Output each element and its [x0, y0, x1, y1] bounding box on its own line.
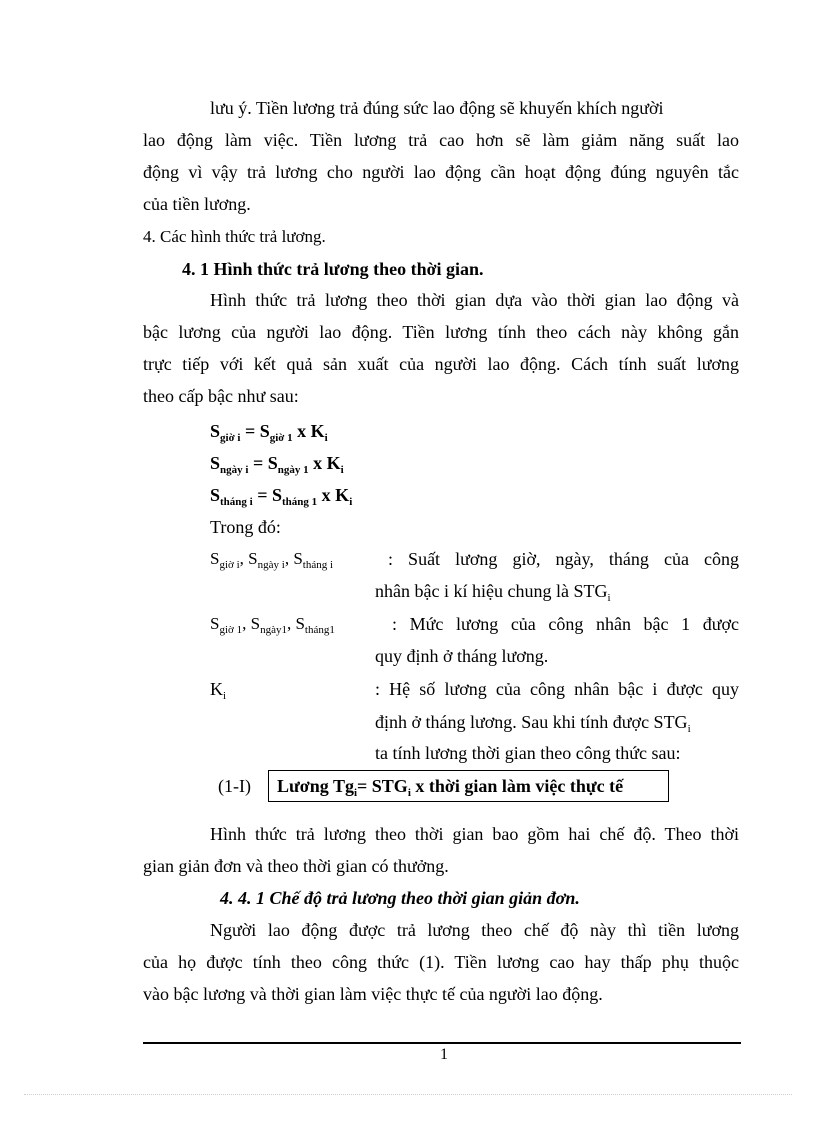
- page-boundary-divider: [24, 1094, 792, 1095]
- paragraph4-line2: của họ được tính theo công thức (1). Tiền lương cao hay thấp phụ thuộc: [143, 952, 739, 972]
- formula-monthly: $S_{tháng i} = S_{tháng 1}$ x $K_i$: [210, 485, 353, 508]
- paragraph1-line4: của tiền lương.: [143, 194, 251, 214]
- def3-line3: ta tính lương thời gian theo công thức sau:: [375, 743, 681, 763]
- def1-term: $S_{giờ i}$, $S_{ngày i}$, $S_{tháng i}$: [210, 549, 334, 571]
- paragraph3-line2: gian giản đơn và theo thời gian có thưởng.: [143, 856, 449, 876]
- paragraph4-line1: Người lao động được trả lương theo chế độ này thì tiền lương: [210, 920, 739, 940]
- formula-hourly: $S_{giờ i} = S_{giờ 1}$ x $K_i$: [210, 421, 328, 444]
- def2-term: $S_{giờ 1}$, $S_{ngày1}$, $S_{tháng1}$: [210, 614, 335, 636]
- def2-line1: : Mức lương của công nhân bậc 1 được: [392, 614, 739, 634]
- paragraph4-line3: vào bậc lương và thời gian làm việc thực tế của người lao động.: [143, 984, 603, 1004]
- def1-line1: : Suất lương giờ, ngày, tháng của công: [388, 549, 739, 569]
- paragraph2-line2: bậc lương của người lao động. Tiền lương tính theo cách này không gắn: [143, 322, 739, 342]
- page-number: 1: [440, 1046, 448, 1063]
- paragraph1-line2: lao động làm việc. Tiền lương trả cao hơn sẽ làm giảm năng suất lao: [143, 130, 739, 150]
- paragraph1-line3: động vì vậy trả lương cho người lao động cần hoạt động đúng nguyên tắc: [143, 162, 739, 182]
- trong-do-label: Trong đó:: [210, 517, 281, 537]
- paragraph2-line3: trực tiếp với kết quả sản xuất của người lao động. Cách tính suất lương: [143, 354, 739, 374]
- def1-line2: nhân bậc i kí hiệu chung là $STG_i$: [375, 581, 611, 604]
- def2-line2: quy định ở tháng lương.: [375, 646, 549, 666]
- formula-number-label: (1-I): [218, 776, 251, 796]
- paragraph1-line1: lưu ý. Tiền lương trả đúng sức lao động sẽ khuyến khích người: [210, 98, 664, 118]
- footer-rule: [143, 1042, 741, 1044]
- paragraph2-line1: Hình thức trả lương theo thời gian dựa vào thời gian lao động và: [210, 290, 739, 310]
- section-4-4-1-heading: 4. 4. 1 Chế độ trả lương theo thời gian giản đơn.: [220, 888, 580, 908]
- def3-line2: định ở tháng lương. Sau khi tính được $STG_i$: [375, 712, 691, 735]
- def3-line1: : Hệ số lương của công nhân bậc i được quy: [375, 679, 739, 699]
- section-4-1-heading: 4. 1 Hình thức trả lương theo thời gian.: [182, 259, 484, 279]
- formula-daily: $S_{ngày i} = S_{ngày 1}$ x $K_i$: [210, 453, 344, 476]
- paragraph3-line1: Hình thức trả lương theo thời gian bao gồm hai chế độ. Theo thời: [210, 824, 739, 844]
- boxed-formula: Lương $Tg_i= STG_i$ x thời gian làm việc thực tế: [268, 770, 669, 802]
- paragraph2-line4: theo cấp bậc như sau:: [143, 386, 299, 406]
- section-4-heading: 4. Các hình thức trả lương.: [143, 227, 326, 246]
- def3-term: $K_i$: [210, 679, 227, 702]
